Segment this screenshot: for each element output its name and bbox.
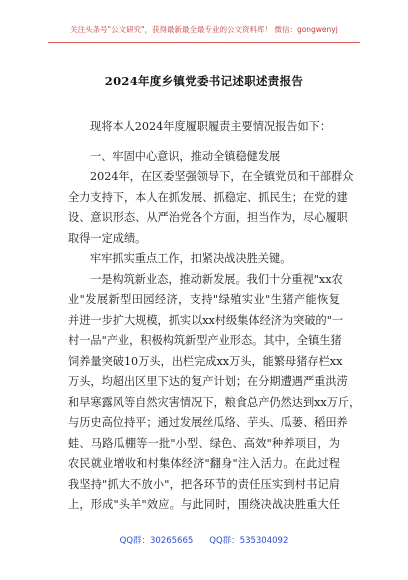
body-line: 业"发展新型田园经济，支持"绿殖实业"生猪产能恢复 — [68, 293, 340, 306]
body-line: 和早寒露风等自然灾害情况下，粮食总产仍然达到xx万斤， — [68, 395, 361, 409]
body-line: 现将本人2024年度履职履责主要情况报告如下： — [90, 120, 332, 133]
document-title: 2024年度乡镇党委书记述职述责报告 — [104, 74, 304, 88]
body-line: 蛙、马路瓜棚等一批"小型、绿色、高效"种养项目，为 — [68, 436, 340, 450]
body-line: 与历史高位持平；通过发展丝瓜络、芋头、瓜蒌、稻田养 — [68, 416, 348, 429]
footer-contacts — [0, 534, 408, 546]
body-line: 并进一步扩大规模，抓实以xx村级集体经济为突破的"一 — [68, 313, 344, 327]
paragraph-gap — [68, 138, 340, 147]
body-line: 上，形成"头羊"效应。与此同时，围绕决战决胜重大任 — [68, 498, 340, 511]
body-line: 2024年，在区委坚强领导下，在全镇党员和干部群众 — [90, 170, 354, 183]
body-line: 饲养量突破10万头，出栏完成xx万头，能繁母猪存栏xx — [68, 354, 343, 368]
body-line: 一、牢固中心意识，推动全镇稳健发展 — [90, 149, 281, 163]
body-line: 牢牢抓实重点工作，扣紧决战决胜关键。 — [90, 252, 292, 265]
body-line: 全力支持下，本人在抓发展、抓稳定、抓民生；在党的建 — [68, 190, 348, 204]
body-line: 一是构筑新业态，推动新发展。我们十分重视"xx农 — [90, 272, 343, 286]
body-line: 村一品"产业，积极构筑新型产业形态。其中，全镇生猪 — [68, 334, 342, 347]
header-banner: 关注头条号"公文研究"，获得最新最全最专业的公文资料库！ 微信：gongwenyj — [70, 25, 338, 34]
document-body — [68, 117, 361, 516]
body-line: 万头，均超出区里下达的复产计划；在分期遭遇严重洪涝 — [68, 375, 348, 388]
footer-qq-group-1: QQ群：30265665 — [119, 536, 194, 546]
body-line: 取得一定成绩。 — [68, 231, 147, 245]
body-line: 我坚持"抓大不放小"，把各环节的责任压实到村书记肩 — [68, 477, 340, 491]
body-line: 设、意识形态、从严治党各个方面，担当作为，尽心履职 — [68, 211, 348, 224]
header-divider — [48, 42, 360, 43]
footer-qq-group-2: QQ群：535304092 — [209, 536, 289, 546]
body-line: 农民就业增收和村集体经济"翻身"注入活力。在此过程 — [68, 457, 340, 470]
